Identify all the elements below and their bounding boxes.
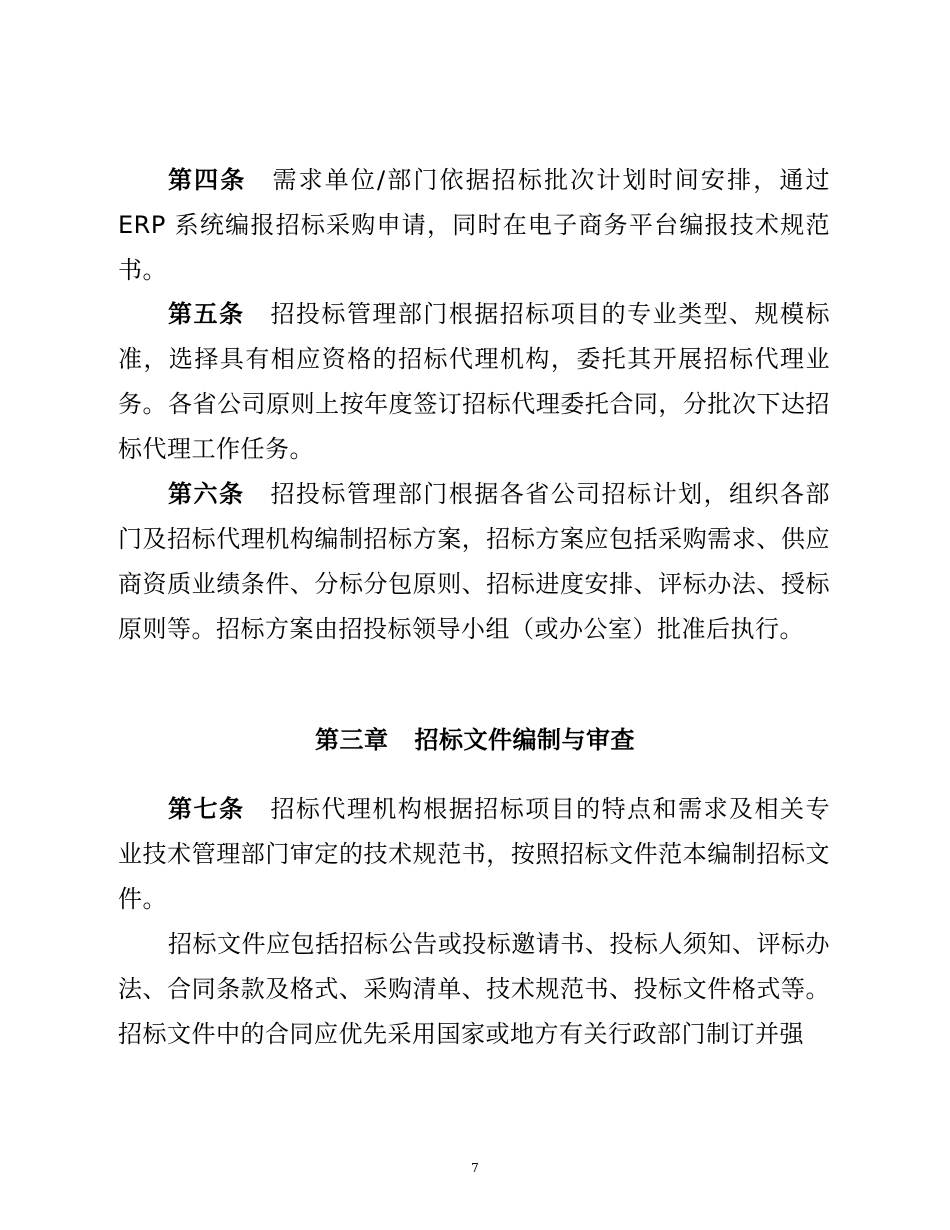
article-number: 第四条 <box>168 166 247 194</box>
paragraph-text: 招标文件应包括招标公告或投标邀请书、投标人须知、评标办法、合同条款及格式、采购清单、技术规范书、投标文件格式等。招标文件中的合同应优先采用国家或地方有关行政部门制订并强 <box>118 930 830 1048</box>
article-text: 需求单位/部门依据招标批次计划时间安排，通过ERP 系统编报招标采购申请，同时在电子商务平台编报技术规范书。 <box>118 166 831 284</box>
article-number: 第五条 <box>168 300 245 328</box>
article-number: 第六条 <box>168 480 245 508</box>
article-text: 招投标管理部门根据各省公司招标计划，组织各部门及招标代理机构编制招标方案，招标方案应包括采购需求、供应商资质业绩条件、分标分包原则、招标进度安排、评标办法、授标原则等。招标方案由招投标领导小组（或办公室）批准后执行。 <box>118 480 830 643</box>
body-paragraph <box>118 922 830 1057</box>
article-paragraph <box>118 472 830 652</box>
article-number: 第七条 <box>168 795 245 823</box>
article-paragraph <box>118 787 830 922</box>
paragraph-text: 各省公司原则上按年度签订招标代理委托合同，分批次下达招标代理工作任务。 <box>118 390 830 463</box>
article-text: 招投标管理部门根据招标项目的专业类型、规模标准，选择具有相应资格的招标代理机构，委托其开展招标代理业务。 <box>118 300 830 418</box>
chapter-heading <box>0 720 950 760</box>
chapter-title: 招标文件编制与审查 <box>414 725 635 754</box>
body-paragraph <box>118 382 830 472</box>
chapter-number: 第三章 <box>315 725 389 754</box>
page-number: 7 <box>471 1161 479 1175</box>
article-paragraph <box>118 158 830 293</box>
article-text: 招标代理机构根据招标项目的特点和需求及相关专业技术管理部门审定的技术规范书，按照招标文件范本编制招标文件。 <box>118 795 830 913</box>
